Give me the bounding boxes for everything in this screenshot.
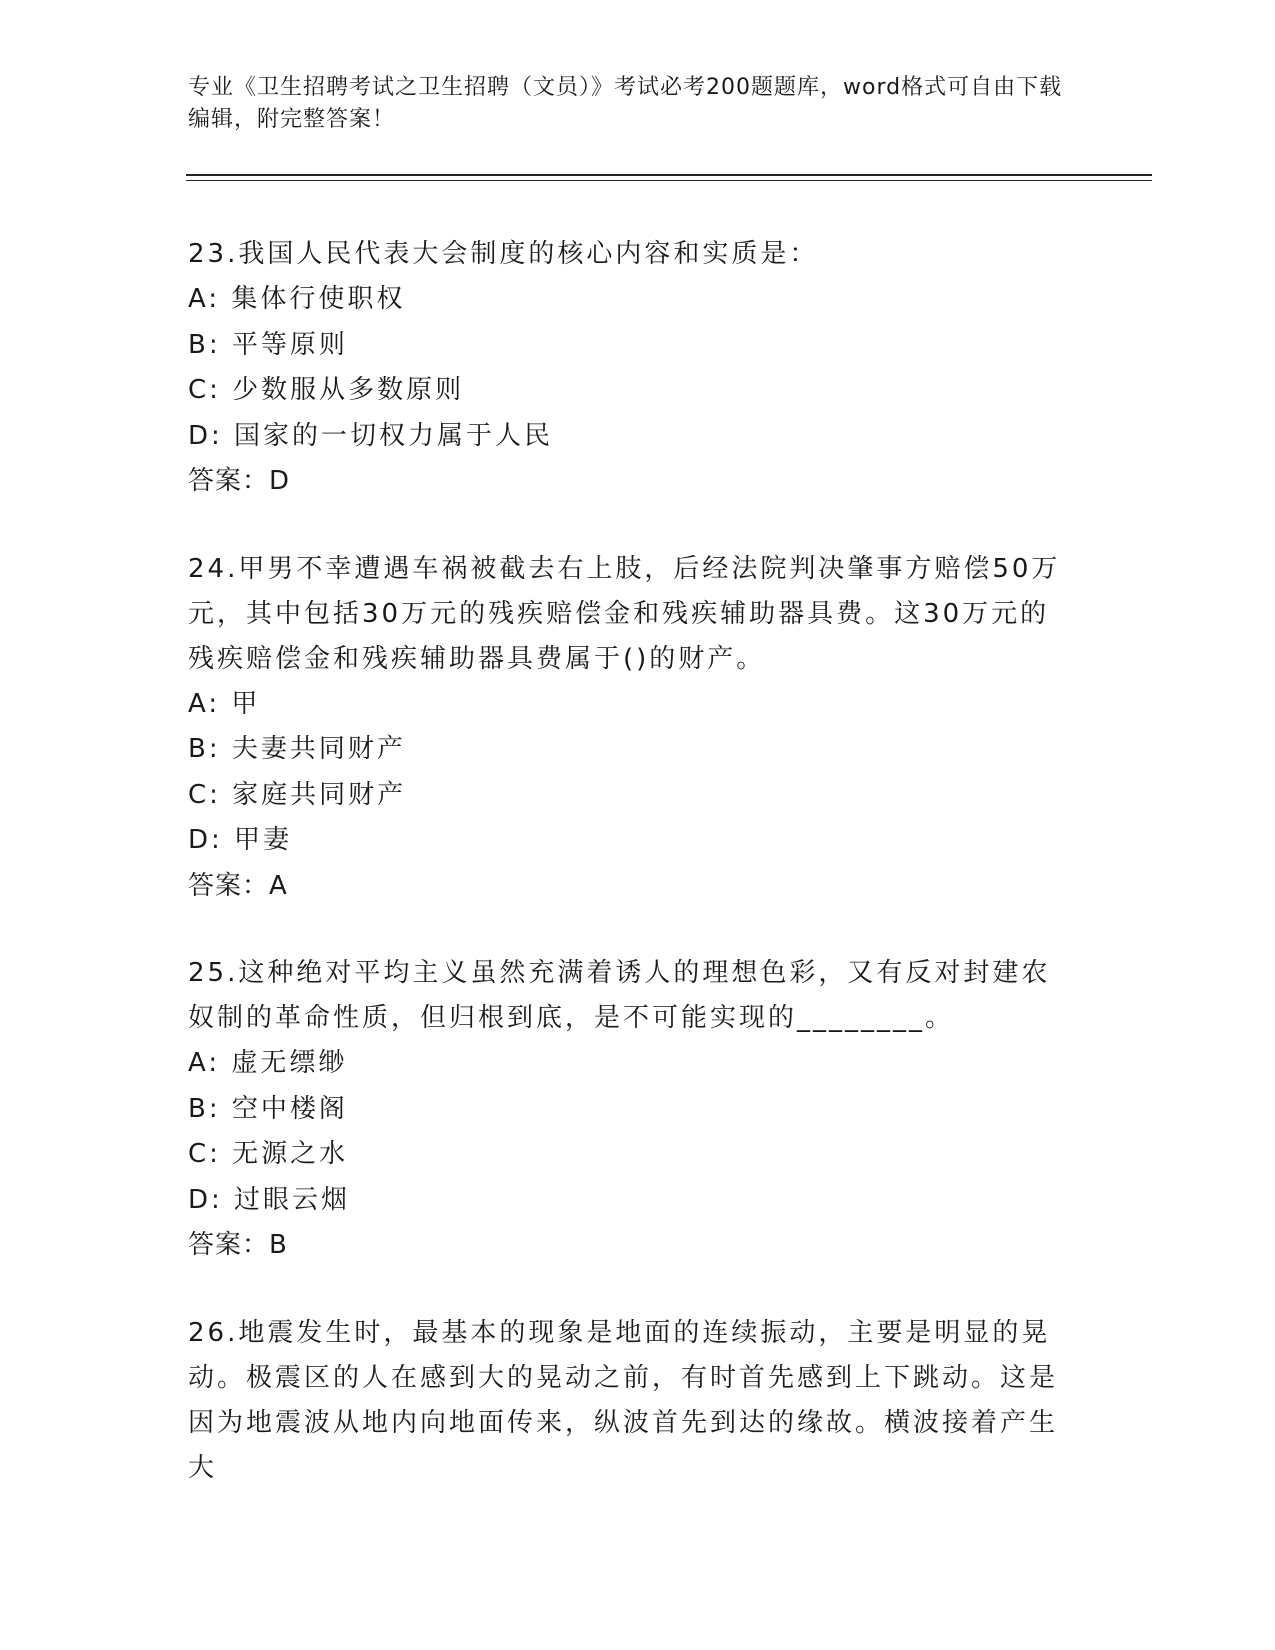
question-stem: 24.甲男不幸遭遇车祸被截去右上肢，后经法院判决肇事方赔偿50万元，其中包括30万元的残疾赔偿金和残疾辅助器具费。这30万元的残疾赔偿金和残疾辅助器具费属于()的财产。 xyxy=(188,553,1061,674)
option-b: B: 平等原则 xyxy=(188,329,348,360)
option-c: C: 少数服从多数原则 xyxy=(188,375,465,405)
option-d: D: 过眼云烟 xyxy=(188,1184,351,1215)
option-d: D: 甲妻 xyxy=(188,825,293,855)
header-divider-thick xyxy=(186,174,1152,176)
option-a: A: 虚无缥缈 xyxy=(188,1048,348,1078)
header-divider-thin xyxy=(186,180,1152,181)
question-stem: 26.地震发生时，最基本的现象是地面的连续振动，主要是明显的晃动。极震区的人在感到大的晃动之前，有时首先感到上下跳动。这是因为地震波从地内向地面传来，纵波首先到达的缘故。横波接着产生大 xyxy=(188,1317,1059,1483)
question-25 xyxy=(188,951,1068,1269)
question-26 xyxy=(188,1311,1068,1491)
question-23 xyxy=(188,232,1068,505)
option-d: D: 国家的一切权力属于人民 xyxy=(188,420,554,451)
question-stem: 25.这种绝对平均主义虽然充满着诱人的理想色彩，又有反对封建农奴制的革命性质，但归根到底，是不可能实现的________。 xyxy=(188,958,1051,1033)
option-a: A: 甲 xyxy=(188,688,261,719)
option-b: B: 夫妻共同财产 xyxy=(188,734,406,764)
option-b: B: 空中楼阁 xyxy=(188,1093,348,1124)
document-header: 专业《卫生招聘考试之卫生招聘（文员）》考试必考200题题库，word格式可自由下载编辑，附完整答案！ xyxy=(188,75,1063,132)
question-list xyxy=(188,232,1068,1533)
answer-line: 答案：D xyxy=(188,466,291,496)
option-a: A: 集体行使职权 xyxy=(188,284,406,314)
question-stem: 23.我国人民代表大会制度的核心内容和实质是： xyxy=(188,239,819,269)
option-c: C: 无源之水 xyxy=(188,1139,349,1169)
answer-line: 答案：B xyxy=(188,1230,288,1260)
question-24 xyxy=(188,547,1068,910)
answer-line: 答案：A xyxy=(188,870,288,901)
option-c: C: 家庭共同财产 xyxy=(188,779,407,810)
